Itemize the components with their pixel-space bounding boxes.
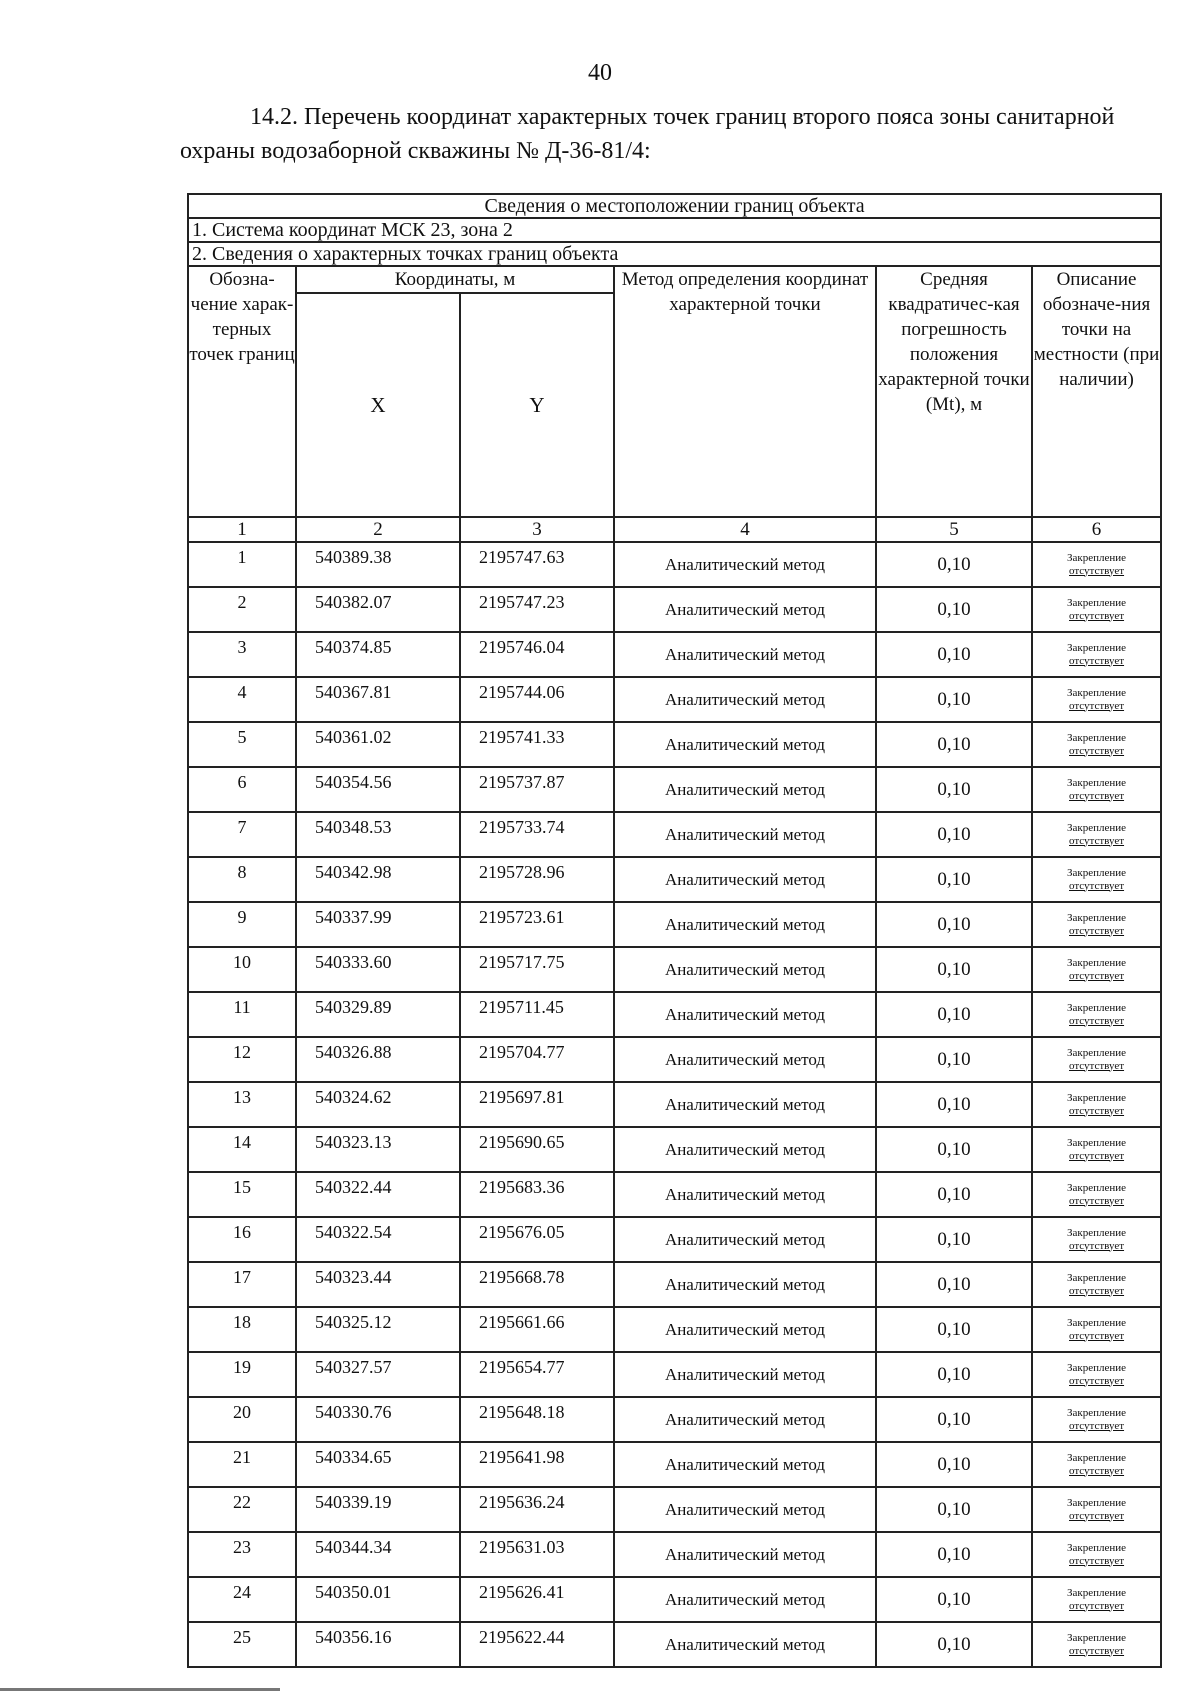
coord-x: 540367.81 xyxy=(296,677,460,722)
error-value: 0,10 xyxy=(876,857,1032,902)
coord-y: 2195733.74 xyxy=(460,812,614,857)
point-number: 14 xyxy=(188,1127,296,1172)
point-number: 19 xyxy=(188,1352,296,1397)
method: Аналитический метод xyxy=(614,587,876,632)
error-value: 0,10 xyxy=(876,677,1032,722)
error-value: 0,10 xyxy=(876,632,1032,677)
coord-y: 2195747.23 xyxy=(460,587,614,632)
error-value: 0,10 xyxy=(876,767,1032,812)
description-line: отсутствует xyxy=(1069,654,1125,667)
point-number: 7 xyxy=(188,812,296,857)
coord-x: 540348.53 xyxy=(296,812,460,857)
point-description xyxy=(1032,767,1161,812)
method: Аналитический метод xyxy=(614,767,876,812)
table-row xyxy=(188,1397,1161,1442)
description-line: Закрепление xyxy=(1067,731,1127,744)
coord-y: 2195704.77 xyxy=(460,1037,614,1082)
description-line: Закрепление xyxy=(1067,776,1127,789)
point-description xyxy=(1032,1082,1161,1127)
table-title-row xyxy=(188,194,1161,218)
error-value: 0,10 xyxy=(876,1532,1032,1577)
description-line: отсутствует xyxy=(1069,924,1125,937)
table-row xyxy=(188,722,1161,767)
error-value: 0,10 xyxy=(876,587,1032,632)
column-number: 3 xyxy=(460,517,614,542)
column-number-row xyxy=(188,517,1161,542)
method: Аналитический метод xyxy=(614,1307,876,1352)
points-title: 2. Сведения о характерных точках границ объекта xyxy=(188,242,1161,266)
error-value: 0,10 xyxy=(876,542,1032,587)
point-description xyxy=(1032,1577,1161,1622)
point-number: 24 xyxy=(188,1577,296,1622)
description-line: Закрепление xyxy=(1067,1586,1127,1599)
header-y: Y xyxy=(460,293,614,517)
coord-x: 540382.07 xyxy=(296,587,460,632)
page-number: 40 xyxy=(588,60,612,86)
header-designation: Обозна-чение харак-терных точек границ xyxy=(188,266,296,517)
table-row xyxy=(188,1037,1161,1082)
coord-x: 540326.88 xyxy=(296,1037,460,1082)
coord-x: 540334.65 xyxy=(296,1442,460,1487)
point-description xyxy=(1032,1217,1161,1262)
point-description xyxy=(1032,857,1161,902)
header-x: X xyxy=(296,293,460,517)
method: Аналитический метод xyxy=(614,542,876,587)
description-line: Закрепление xyxy=(1067,686,1127,699)
coord-y: 2195690.65 xyxy=(460,1127,614,1172)
point-number: 10 xyxy=(188,947,296,992)
description-line: Закрепление xyxy=(1067,1496,1127,1509)
table-row xyxy=(188,632,1161,677)
point-number: 25 xyxy=(188,1622,296,1667)
column-number: 2 xyxy=(296,517,460,542)
method: Аналитический метод xyxy=(614,1172,876,1217)
description-line: Закрепление xyxy=(1067,1226,1127,1239)
description-line: отсутствует xyxy=(1069,1329,1125,1342)
description-line: Закрепление xyxy=(1067,1541,1127,1554)
method: Аналитический метод xyxy=(614,677,876,722)
point-number: 12 xyxy=(188,1037,296,1082)
coord-y: 2195661.66 xyxy=(460,1307,614,1352)
description-line: отсутствует xyxy=(1069,699,1125,712)
coord-y: 2195723.61 xyxy=(460,902,614,947)
description-line: отсутствует xyxy=(1069,1194,1125,1207)
description-line: отсутствует xyxy=(1069,1014,1125,1027)
description-line: Закрепление xyxy=(1067,1046,1127,1059)
description-line: Закрепление xyxy=(1067,1091,1127,1104)
point-number: 13 xyxy=(188,1082,296,1127)
point-number: 5 xyxy=(188,722,296,767)
table-row xyxy=(188,1352,1161,1397)
coord-y: 2195654.77 xyxy=(460,1352,614,1397)
point-number: 9 xyxy=(188,902,296,947)
description-line: отсутствует xyxy=(1069,834,1125,847)
header-method: Метод определения координат характерной точки xyxy=(614,266,876,517)
coord-x: 540342.98 xyxy=(296,857,460,902)
table-row xyxy=(188,677,1161,722)
point-description xyxy=(1032,1127,1161,1172)
coord-x: 540329.89 xyxy=(296,992,460,1037)
method: Аналитический метод xyxy=(614,1487,876,1532)
coord-y: 2195697.81 xyxy=(460,1082,614,1127)
table-row xyxy=(188,1217,1161,1262)
column-number: 1 xyxy=(188,517,296,542)
coordinate-system-row xyxy=(188,218,1161,242)
description-line: отсутствует xyxy=(1069,1374,1125,1387)
description-line: Закрепление xyxy=(1067,1316,1127,1329)
method: Аналитический метод xyxy=(614,1577,876,1622)
point-number: 11 xyxy=(188,992,296,1037)
description-line: Закрепление xyxy=(1067,866,1127,879)
coord-y: 2195631.03 xyxy=(460,1532,614,1577)
point-number: 17 xyxy=(188,1262,296,1307)
description-line: отсутствует xyxy=(1069,1149,1125,1162)
section-heading: 14.2. Перечень координат характерных точек границ второго пояса зоны санитарной охраны водозаборной скважины № Д-36-81/4: xyxy=(180,104,1115,164)
point-description xyxy=(1032,1262,1161,1307)
method: Аналитический метод xyxy=(614,1127,876,1172)
coord-y: 2195622.44 xyxy=(460,1622,614,1667)
point-number: 4 xyxy=(188,677,296,722)
description-line: Закрепление xyxy=(1067,596,1127,609)
description-line: Закрепление xyxy=(1067,641,1127,654)
coordinates-table xyxy=(187,193,1162,1668)
method: Аналитический метод xyxy=(614,1622,876,1667)
method: Аналитический метод xyxy=(614,722,876,767)
table-title: Сведения о местоположении границ объекта xyxy=(188,194,1161,218)
table-row xyxy=(188,1442,1161,1487)
table-row xyxy=(188,1577,1161,1622)
table-row xyxy=(188,767,1161,812)
method: Аналитический метод xyxy=(614,1442,876,1487)
description-line: отсутствует xyxy=(1069,1464,1125,1477)
coord-y: 2195744.06 xyxy=(460,677,614,722)
coord-x: 540323.13 xyxy=(296,1127,460,1172)
point-description xyxy=(1032,902,1161,947)
table-row xyxy=(188,992,1161,1037)
point-number: 22 xyxy=(188,1487,296,1532)
description-line: Закрепление xyxy=(1067,911,1127,924)
method: Аналитический метод xyxy=(614,632,876,677)
method: Аналитический метод xyxy=(614,1037,876,1082)
method: Аналитический метод xyxy=(614,1532,876,1577)
header-description: Описание обозначе-ния точки на местности (при наличии) xyxy=(1032,266,1161,517)
method: Аналитический метод xyxy=(614,947,876,992)
coord-x: 540324.62 xyxy=(296,1082,460,1127)
coord-x: 540333.60 xyxy=(296,947,460,992)
point-description xyxy=(1032,1172,1161,1217)
coord-y: 2195668.78 xyxy=(460,1262,614,1307)
error-value: 0,10 xyxy=(876,1307,1032,1352)
point-number: 8 xyxy=(188,857,296,902)
point-description xyxy=(1032,1487,1161,1532)
coord-y: 2195737.87 xyxy=(460,767,614,812)
table-row xyxy=(188,857,1161,902)
point-number: 21 xyxy=(188,1442,296,1487)
description-line: Закрепление xyxy=(1067,1631,1127,1644)
point-number: 1 xyxy=(188,542,296,587)
point-number: 15 xyxy=(188,1172,296,1217)
table-row xyxy=(188,1082,1161,1127)
coord-x: 540354.56 xyxy=(296,767,460,812)
point-number: 23 xyxy=(188,1532,296,1577)
column-number: 6 xyxy=(1032,517,1161,542)
coord-y: 2195747.63 xyxy=(460,542,614,587)
error-value: 0,10 xyxy=(876,722,1032,767)
footer-rule xyxy=(0,1688,280,1691)
table-row xyxy=(188,947,1161,992)
description-line: Закрепление xyxy=(1067,1181,1127,1194)
column-number: 5 xyxy=(876,517,1032,542)
column-number: 4 xyxy=(614,517,876,542)
coord-x: 540330.76 xyxy=(296,1397,460,1442)
description-line: Закрепление xyxy=(1067,1001,1127,1014)
method: Аналитический метод xyxy=(614,812,876,857)
error-value: 0,10 xyxy=(876,902,1032,947)
error-value: 0,10 xyxy=(876,812,1032,857)
error-value: 0,10 xyxy=(876,1172,1032,1217)
error-value: 0,10 xyxy=(876,1442,1032,1487)
coord-x: 540356.16 xyxy=(296,1622,460,1667)
coord-y: 2195741.33 xyxy=(460,722,614,767)
method: Аналитический метод xyxy=(614,902,876,947)
table-row xyxy=(188,587,1161,632)
point-number: 16 xyxy=(188,1217,296,1262)
error-value: 0,10 xyxy=(876,1352,1032,1397)
error-value: 0,10 xyxy=(876,1622,1032,1667)
coord-y: 2195641.98 xyxy=(460,1442,614,1487)
description-line: отсутствует xyxy=(1069,609,1125,622)
point-description xyxy=(1032,1307,1161,1352)
error-value: 0,10 xyxy=(876,992,1032,1037)
description-line: отсутствует xyxy=(1069,1644,1125,1657)
method: Аналитический метод xyxy=(614,1352,876,1397)
error-value: 0,10 xyxy=(876,1082,1032,1127)
description-line: отсутствует xyxy=(1069,789,1125,802)
description-line: отсутствует xyxy=(1069,564,1125,577)
description-line: Закрепление xyxy=(1067,1271,1127,1284)
coord-x: 540339.19 xyxy=(296,1487,460,1532)
description-line: отсутствует xyxy=(1069,1284,1125,1297)
coord-x: 540323.44 xyxy=(296,1262,460,1307)
error-value: 0,10 xyxy=(876,1127,1032,1172)
coord-x: 540350.01 xyxy=(296,1577,460,1622)
coord-y: 2195728.96 xyxy=(460,857,614,902)
description-line: Закрепление xyxy=(1067,1361,1127,1374)
error-value: 0,10 xyxy=(876,1397,1032,1442)
error-value: 0,10 xyxy=(876,1577,1032,1622)
method: Аналитический метод xyxy=(614,1262,876,1307)
table-row xyxy=(188,902,1161,947)
coord-x: 540389.38 xyxy=(296,542,460,587)
method: Аналитический метод xyxy=(614,1082,876,1127)
coord-y: 2195648.18 xyxy=(460,1397,614,1442)
description-line: отсутствует xyxy=(1069,1509,1125,1522)
coord-y: 2195717.75 xyxy=(460,947,614,992)
description-line: Закрепление xyxy=(1067,551,1127,564)
point-description xyxy=(1032,1442,1161,1487)
coord-y: 2195683.36 xyxy=(460,1172,614,1217)
point-description xyxy=(1032,1397,1161,1442)
point-number: 20 xyxy=(188,1397,296,1442)
table-row xyxy=(188,1622,1161,1667)
error-value: 0,10 xyxy=(876,1487,1032,1532)
description-line: отсутствует xyxy=(1069,744,1125,757)
point-description xyxy=(1032,812,1161,857)
table-row xyxy=(188,542,1161,587)
error-value: 0,10 xyxy=(876,1037,1032,1082)
description-line: Закрепление xyxy=(1067,956,1127,969)
coord-x: 540337.99 xyxy=(296,902,460,947)
description-line: отсутствует xyxy=(1069,1059,1125,1072)
points-title-row xyxy=(188,242,1161,266)
description-line: Закрепление xyxy=(1067,821,1127,834)
point-description xyxy=(1032,947,1161,992)
coord-x: 540361.02 xyxy=(296,722,460,767)
header-coords: Координаты, м xyxy=(296,266,614,293)
table-row xyxy=(188,1487,1161,1532)
point-number: 3 xyxy=(188,632,296,677)
point-description xyxy=(1032,1532,1161,1577)
point-number: 6 xyxy=(188,767,296,812)
table-row xyxy=(188,1262,1161,1307)
table-row xyxy=(188,1172,1161,1217)
coord-x: 540327.57 xyxy=(296,1352,460,1397)
method: Аналитический метод xyxy=(614,992,876,1037)
description-line: отсутствует xyxy=(1069,1554,1125,1567)
point-description xyxy=(1032,1622,1161,1667)
coord-x: 540374.85 xyxy=(296,632,460,677)
description-line: отсутствует xyxy=(1069,1239,1125,1252)
coordinate-system: 1. Система координат МСК 23, зона 2 xyxy=(188,218,1161,242)
coord-y: 2195676.05 xyxy=(460,1217,614,1262)
table-row xyxy=(188,1127,1161,1172)
table-row xyxy=(188,1532,1161,1577)
point-description xyxy=(1032,542,1161,587)
description-line: отсутствует xyxy=(1069,1419,1125,1432)
coord-x: 540325.12 xyxy=(296,1307,460,1352)
point-number: 18 xyxy=(188,1307,296,1352)
coord-y: 2195636.24 xyxy=(460,1487,614,1532)
coord-x: 540322.54 xyxy=(296,1217,460,1262)
description-line: Закрепление xyxy=(1067,1406,1127,1419)
coord-y: 2195711.45 xyxy=(460,992,614,1037)
point-description xyxy=(1032,587,1161,632)
method: Аналитический метод xyxy=(614,857,876,902)
point-description xyxy=(1032,722,1161,767)
point-description xyxy=(1032,1352,1161,1397)
description-line: Закрепление xyxy=(1067,1451,1127,1464)
header-error: Средняя квадратичес-кая погрешность положения характерной точки (Mt), м xyxy=(876,266,1032,517)
method: Аналитический метод xyxy=(614,1397,876,1442)
description-line: отсутствует xyxy=(1069,1599,1125,1612)
description-line: отсутствует xyxy=(1069,1104,1125,1117)
description-line: отсутствует xyxy=(1069,969,1125,982)
header-row xyxy=(188,266,1161,293)
coord-y: 2195746.04 xyxy=(460,632,614,677)
coord-x: 540322.44 xyxy=(296,1172,460,1217)
error-value: 0,10 xyxy=(876,947,1032,992)
description-line: Закрепление xyxy=(1067,1136,1127,1149)
point-number: 2 xyxy=(188,587,296,632)
error-value: 0,10 xyxy=(876,1262,1032,1307)
table-row xyxy=(188,812,1161,857)
error-value: 0,10 xyxy=(876,1217,1032,1262)
point-description xyxy=(1032,992,1161,1037)
coord-x: 540344.34 xyxy=(296,1532,460,1577)
method: Аналитический метод xyxy=(614,1217,876,1262)
point-description xyxy=(1032,632,1161,677)
point-description xyxy=(1032,677,1161,722)
table-row xyxy=(188,1307,1161,1352)
description-line: отсутствует xyxy=(1069,879,1125,892)
point-description xyxy=(1032,1037,1161,1082)
coord-y: 2195626.41 xyxy=(460,1577,614,1622)
